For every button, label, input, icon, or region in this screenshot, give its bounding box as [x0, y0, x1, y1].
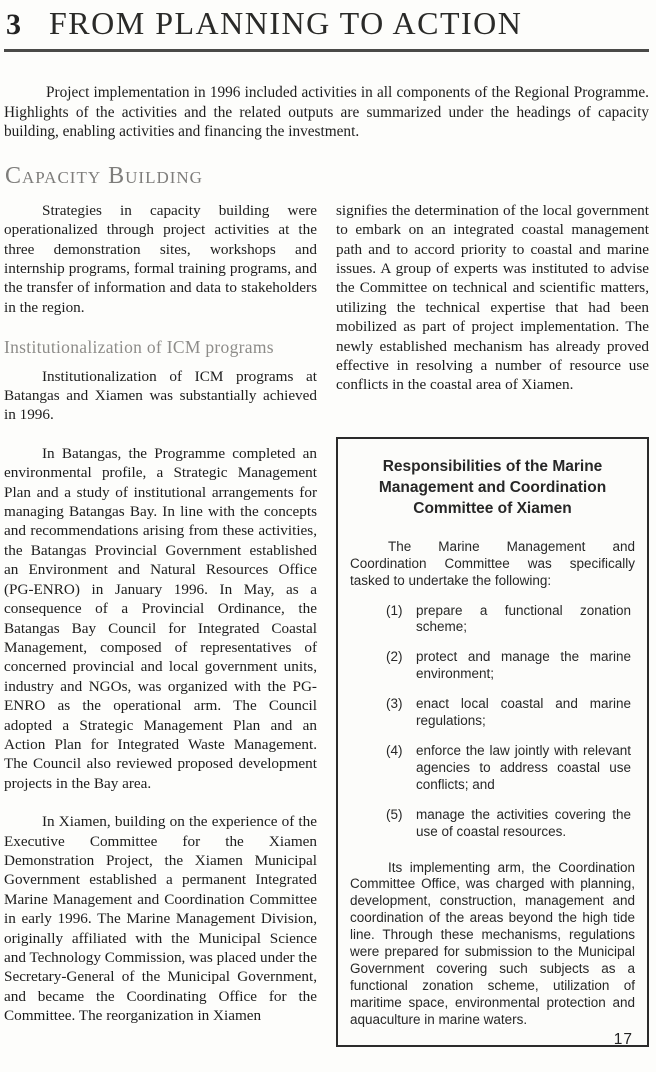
right-column [336, 201, 649, 1047]
box-numbered-list [350, 603, 635, 841]
list-item-number: (5) [386, 806, 403, 822]
list-item [386, 743, 631, 794]
responsibilities-box [336, 437, 649, 1047]
section-heading-capacity-building: Capacity Building [5, 162, 203, 189]
list-item-number: (3) [386, 696, 403, 712]
list-item-text: enact local coastal and marine regulations; [416, 696, 631, 729]
box-title: Responsibilities of the Marine Management and Coordination Committee of Xiamen [378, 457, 607, 517]
paragraph-institutionalization: Institutionalization of ICM programs at Batangas and Xiamen was substantially achieved in 1996. [4, 367, 317, 424]
list-item-number: (2) [386, 649, 403, 665]
page-number: 17 [613, 1031, 633, 1048]
box-closing-paragraph: Its implementing arm, the Coordination Committee Office, was charged with planning, development, construction, management and coordination of the areas beyond the high tide line. Through these mechanisms, regulations were prepared for submission to the Municipal Government covering such subjects as a functional zonation scheme, utilization of maritime space, environmental protection and aquaculture in marine waters. [350, 859, 635, 1027]
paragraph-signifies: signifies the determination of the local government to embark on an integrated coastal management path and to accord priority to coastal and marine issues. A group of experts was instituted to advise the Committee on technical and scientific matters, utilizing the technical expertise that had been mobilized as part of project implementation. The newly established mechanism has already proved effective in resolving a number of resource use conflicts in the coastal area of Xiamen. [336, 201, 649, 394]
list-item-number: (1) [386, 602, 403, 618]
paragraph-batangas: In Batangas, the Programme completed an environmental profile, a Strategic Management Plan and a study of institutional arrangements for managing Batangas Bay. In line with the concepts and recommendations arising from these activities, the Batangas Provincial Government established an Environment and Natural Resources Office (PG-ENRO) in January 1996. In May, as a consequence of a Provincial Ordinance, the Batangas Bay Council for Integrated Coastal Management, composed of representatives of concerned provincial and local government units, industry and NGOs, was organized with the PG-ENRO as the operational arm. The Council adopted a Strategic Management Plan and an Action Plan for Integrated Waste Management. The Council also reviewed proposed development projects in the Bay area. [4, 444, 317, 792]
list-item-text: prepare a functional zonation scheme; [416, 602, 631, 635]
two-column-body [4, 201, 649, 1047]
intro-paragraph: Project implementation in 1996 included activities in all components of the Regional Programme. Highlights of the activities and the related outputs are summarized under the headings of capacity building, enabling activities and financing the investment. [4, 84, 649, 141]
subheading-institutionalization: Institutionalization of ICM programs [4, 337, 274, 358]
chapter-number: 3 [6, 8, 21, 41]
chapter-header [4, 5, 649, 52]
list-item-text: manage the activities covering the use of coastal resources. [416, 806, 631, 839]
paragraph-strategies: Strategies in capacity building were operationalized through project activities at the three demonstration sites, workshops and internship programs, formal training programs, and the transfer of information and data to stakeholders in the region. [4, 201, 317, 316]
list-item-text: enforce the law jointly with relevant agencies to address coastal use conflicts; and [416, 743, 631, 792]
list-item-number: (4) [386, 743, 403, 758]
list-item [386, 649, 631, 683]
chapter-title: FROM PLANNING TO ACTION [49, 5, 523, 41]
list-item [386, 603, 631, 637]
box-intro-paragraph: The Marine Management and Coordination Committee was specifically tasked to undertake the following: [350, 538, 635, 588]
left-column [4, 201, 317, 1047]
list-item [386, 807, 631, 841]
paragraph-xiamen: In Xiamen, building on the experience of the Executive Committee for the Xiamen Demonstration Project, the Xiamen Municipal Government established a permanent Integrated Marine Management and Coordination Committee in early 1996. The Marine Management Division, originally affiliated with the Municipal Science and Technology Commission, was placed under the Secretary-General of the Municipal Government, and became the Coordinating Office for the Committee. The reorganization in Xiamen [4, 813, 317, 1025]
list-item [386, 696, 631, 730]
list-item-text: protect and manage the marine environment; [416, 649, 631, 682]
